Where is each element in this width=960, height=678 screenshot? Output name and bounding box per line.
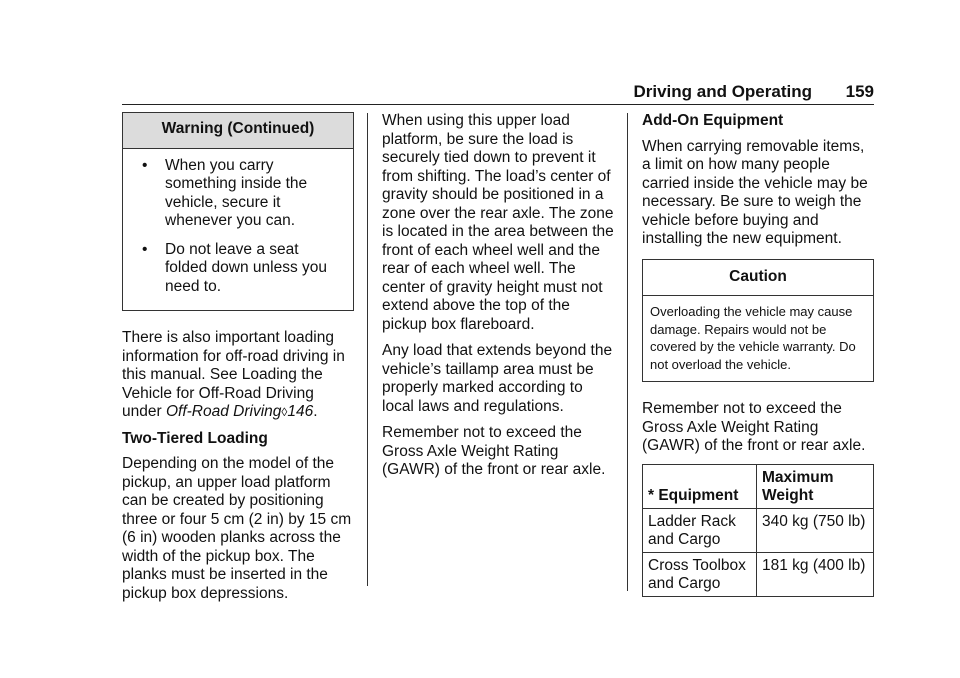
bullet-text: Do not leave a seat folded down unless you need to. — [165, 240, 328, 295]
offroad-link[interactable]: Off-Road Driving — [165, 403, 282, 420]
taillamp-paragraph: Any load that extends beyond the vehicle’s taillamp area must be properly marked according to local laws and regulations. — [382, 342, 613, 415]
offroad-page-ref[interactable]: 146 — [287, 403, 314, 420]
header-max-weight: Maximum Weight — [757, 464, 874, 508]
gawr-paragraph: Remember not to exceed the Gross Axle Weight Rating (GAWR) of the front or rear axle. — [382, 424, 606, 478]
header-equipment: * Equipment — [643, 464, 757, 508]
add-on-heading: Add-On Equipment — [642, 112, 784, 129]
weight-cell: 340 kg (750 lb) — [757, 508, 874, 552]
bullet-dot-icon: • — [142, 156, 148, 174]
section-title: Driving and Operating — [633, 82, 812, 101]
add-on-paragraph: When carrying removable items, a limit on how many people carried inside the vehicle may be necessary. Be sure to weigh the vehicle before buying and installing the new equipment. — [642, 137, 868, 247]
bullet-text: When you carry something inside the vehicle, secure it whenever you can. — [165, 156, 308, 229]
table-row — [643, 508, 874, 552]
warning-bullet — [133, 157, 343, 231]
equipment-cell: Ladder Rack and Cargo — [643, 508, 757, 552]
table-row — [643, 552, 874, 596]
table-header-row — [643, 464, 874, 508]
weight-cell: 181 kg (400 lb) — [757, 552, 874, 596]
column-divider — [627, 113, 628, 591]
page-ref-icon: ◊ — [281, 405, 288, 419]
warning-bullet — [133, 241, 343, 297]
equipment-table — [642, 464, 874, 597]
upper-platform-paragraph: When using this upper load platform, be sure the load is securely tied down to prevent it from shifting. The load’s center of gravity should be positioned in a zone over the rear axle. The zone is located in the area between the front of each wheel well and the rear of each wheel well. The center of gravity height must not extend above the top of the pickup box flareboard. — [382, 112, 614, 333]
bullet-dot-icon: • — [142, 240, 148, 258]
offroad-paragraph: There is also important loading information for off-road driving in this manual. See Loading the Vehicle for Off-Road Driving under Off-Road Driving◊146. — [122, 329, 345, 420]
column-divider — [367, 113, 368, 586]
warning-body — [123, 149, 353, 311]
two-tiered-paragraph: Depending on the model of the pickup, an upper load platform can be created by positioning three or four 5 cm (2 in) by 15 cm (6 in) wooden planks across the width of the pickup box. The planks must be inserted in the pickup box depressions. — [122, 455, 352, 602]
page-number: 159 — [845, 82, 874, 101]
caution-box — [642, 259, 874, 383]
column-3 — [642, 112, 874, 597]
two-tiered-heading: Two-Tiered Loading — [122, 429, 268, 447]
warning-title: Warning (Continued) — [123, 113, 353, 149]
caution-title: Caution — [643, 260, 873, 297]
equipment-cell: Cross Toolbox and Cargo — [643, 552, 757, 596]
caution-text: Overloading the vehicle may cause damage. Repairs would not be covered by the vehicle warranty. Do not overload the vehicle. — [650, 304, 856, 372]
warning-box — [122, 112, 354, 311]
page-header — [122, 82, 874, 105]
column-2 — [382, 112, 616, 488]
column-1 — [122, 112, 354, 611]
gawr-paragraph-2: Remember not to exceed the Gross Axle Weight Rating (GAWR) of the front or rear axle. — [642, 400, 866, 454]
